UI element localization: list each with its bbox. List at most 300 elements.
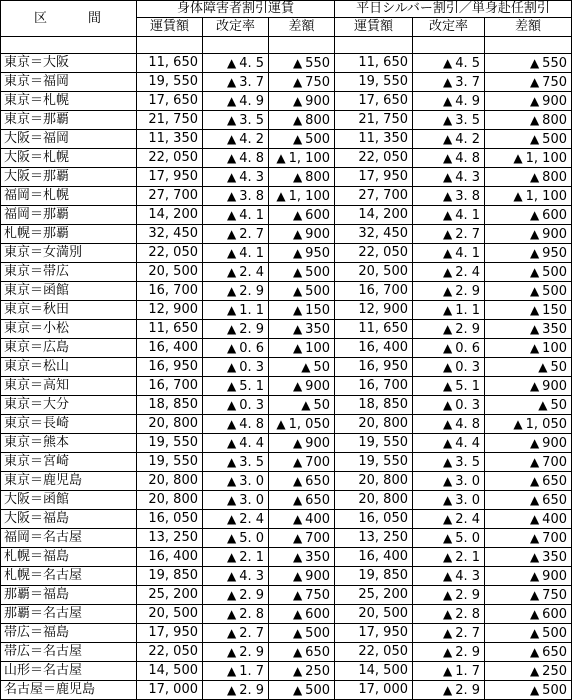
- rate-value: 3. 0: [239, 492, 264, 508]
- diff-cell: [485, 206, 572, 225]
- diff-cell: [485, 415, 572, 434]
- decrease-triangle-icon: ▲: [226, 207, 237, 222]
- diff-cell: [485, 282, 572, 301]
- rate-cell: [413, 92, 485, 111]
- decrease-triangle-icon: ▲: [226, 226, 237, 241]
- decrease-triangle-icon: ▲: [292, 226, 303, 241]
- route-cell: 東京＝小松: [1, 320, 137, 339]
- rate-value: 4. 5: [239, 55, 264, 71]
- diff-value: 50: [313, 397, 330, 413]
- rate-value: 3. 5: [239, 454, 264, 470]
- route-cell: 東京＝大分: [1, 396, 137, 415]
- rate-value: 4. 5: [455, 55, 480, 71]
- rate-cell: [203, 73, 269, 92]
- rate-cell: [413, 396, 485, 415]
- diff-cell: [485, 681, 572, 700]
- diff-cell: [269, 681, 335, 700]
- decrease-triangle-icon: ▲: [442, 131, 453, 146]
- decrease-triangle-icon: ▲: [529, 131, 540, 146]
- table-row: [1, 510, 572, 529]
- diff-value: 650: [542, 473, 567, 489]
- decrease-triangle-icon: ▲: [529, 682, 540, 697]
- rate-value: 0. 6: [455, 340, 480, 356]
- decrease-triangle-icon: ▲: [529, 511, 540, 526]
- rate-value: 2. 4: [455, 511, 480, 527]
- fare-cell: 17, 950: [335, 168, 413, 187]
- decrease-triangle-icon: ▲: [442, 568, 453, 583]
- rate-cell: [203, 434, 269, 453]
- fare-column-header: 運賃額: [335, 18, 413, 37]
- diff-cell: [485, 263, 572, 282]
- rate-cell: [203, 586, 269, 605]
- route-cell: 東京＝松山: [1, 358, 137, 377]
- table-row: [1, 339, 572, 358]
- diff-value: 100: [542, 340, 567, 356]
- diff-value: 50: [313, 359, 330, 375]
- route-cell: 東京＝広島: [1, 339, 137, 358]
- rate-value: 2. 9: [239, 321, 264, 337]
- table-row: [1, 301, 572, 320]
- diff-value: 900: [305, 568, 330, 584]
- diff-value: 500: [305, 131, 330, 147]
- decrease-triangle-icon: ▲: [442, 644, 453, 659]
- decrease-triangle-icon: ▲: [529, 473, 540, 488]
- rate-cell: [203, 643, 269, 662]
- rate-value: 4. 9: [455, 93, 480, 109]
- diff-value: 350: [542, 549, 567, 565]
- decrease-triangle-icon: ▲: [292, 378, 303, 393]
- rate-cell: [413, 434, 485, 453]
- fare-cell: 20, 500: [335, 263, 413, 282]
- rate-cell: [203, 491, 269, 510]
- diff-value: 900: [305, 435, 330, 451]
- diff-cell: [269, 263, 335, 282]
- rate-cell: [413, 244, 485, 263]
- diff-cell: [485, 130, 572, 149]
- rate-value: 2. 4: [455, 264, 480, 280]
- decrease-triangle-icon: ▲: [529, 302, 540, 317]
- rate-cell: [413, 130, 485, 149]
- diff-value: 900: [542, 435, 567, 451]
- rate-value: 2. 9: [239, 283, 264, 299]
- rate-cell: [413, 510, 485, 529]
- decrease-triangle-icon: ▲: [276, 150, 286, 165]
- fare-cell: 22, 050: [137, 149, 203, 168]
- rate-cell: [413, 605, 485, 624]
- rate-value: 2. 9: [455, 644, 480, 660]
- diff-value: 700: [305, 530, 330, 546]
- table-row: [1, 187, 572, 206]
- rate-cell: [413, 168, 485, 187]
- diff-value: 650: [305, 473, 330, 489]
- diff-value: 600: [305, 606, 330, 622]
- rate-cell: [203, 548, 269, 567]
- fare-cell: 16, 950: [335, 358, 413, 377]
- diff-value: 650: [305, 644, 330, 660]
- decrease-triangle-icon: ▲: [442, 606, 453, 621]
- fare-cell: 16, 400: [137, 339, 203, 358]
- rate-value: 1. 7: [239, 663, 264, 679]
- rate-value: 5. 1: [239, 378, 264, 394]
- diff-cell: [269, 358, 335, 377]
- rate-column-header: 改定率: [203, 18, 269, 37]
- decrease-triangle-icon: ▲: [226, 93, 237, 108]
- rate-value: 2. 4: [239, 264, 264, 280]
- fare-cell: 20, 800: [335, 472, 413, 491]
- rate-cell: [413, 491, 485, 510]
- rate-cell: [203, 263, 269, 282]
- table-row: [1, 605, 572, 624]
- rate-value: 0. 6: [239, 340, 264, 356]
- decrease-triangle-icon: ▲: [292, 606, 303, 621]
- rate-cell: [413, 320, 485, 339]
- fare-cell: 19, 550: [335, 434, 413, 453]
- decrease-triangle-icon: ▲: [226, 55, 237, 70]
- decrease-triangle-icon: ▲: [292, 549, 303, 564]
- decrease-triangle-icon: ▲: [442, 359, 453, 374]
- diff-cell: [269, 510, 335, 529]
- decrease-triangle-icon: ▲: [538, 397, 548, 412]
- rate-cell: [413, 54, 485, 73]
- diff-cell: [269, 187, 335, 206]
- rate-cell: [203, 206, 269, 225]
- diff-cell: [485, 358, 572, 377]
- diff-cell: [269, 377, 335, 396]
- diff-value: 750: [542, 74, 567, 90]
- decrease-triangle-icon: ▲: [226, 663, 237, 678]
- decrease-triangle-icon: ▲: [538, 359, 548, 374]
- decrease-triangle-icon: ▲: [292, 587, 303, 602]
- rate-cell: [203, 111, 269, 130]
- diff-value: 150: [542, 302, 567, 318]
- decrease-triangle-icon: ▲: [226, 150, 237, 165]
- table-row: [1, 529, 572, 548]
- diff-value: 900: [305, 226, 330, 242]
- rate-cell: [203, 681, 269, 700]
- rate-cell: [203, 415, 269, 434]
- table-row: [1, 206, 572, 225]
- rate-value: 2. 9: [239, 587, 264, 603]
- route-cell: 東京＝函館: [1, 282, 137, 301]
- decrease-triangle-icon: ▲: [442, 283, 453, 298]
- diff-value: 600: [305, 207, 330, 223]
- decrease-triangle-icon: ▲: [292, 207, 303, 222]
- decrease-triangle-icon: ▲: [292, 245, 303, 260]
- fare-cell: 19, 550: [335, 453, 413, 472]
- decrease-triangle-icon: ▲: [529, 55, 540, 70]
- decrease-triangle-icon: ▲: [513, 416, 523, 431]
- decrease-triangle-icon: ▲: [292, 625, 303, 640]
- decrease-triangle-icon: ▲: [529, 112, 540, 127]
- decrease-triangle-icon: ▲: [529, 207, 540, 222]
- fare-cell: 19, 550: [137, 73, 203, 92]
- diff-cell: [269, 567, 335, 586]
- decrease-triangle-icon: ▲: [226, 587, 237, 602]
- fare-cell: 13, 250: [335, 529, 413, 548]
- decrease-triangle-icon: ▲: [292, 169, 303, 184]
- decrease-triangle-icon: ▲: [301, 359, 311, 374]
- fare-cell: 20, 800: [335, 491, 413, 510]
- decrease-triangle-icon: ▲: [292, 302, 303, 317]
- decrease-triangle-icon: ▲: [442, 93, 453, 108]
- rate-value: 4. 3: [239, 169, 264, 185]
- decrease-triangle-icon: ▲: [226, 606, 237, 621]
- rate-cell: [203, 301, 269, 320]
- diff-cell: [269, 415, 335, 434]
- route-cell: 那覇＝福島: [1, 586, 137, 605]
- rate-value: 2. 7: [239, 226, 264, 242]
- diff-cell: [485, 605, 572, 624]
- diff-cell: [485, 54, 572, 73]
- decrease-triangle-icon: ▲: [226, 283, 237, 298]
- rate-value: 3. 5: [455, 454, 480, 470]
- route-cell: 東京＝鹿児島: [1, 472, 137, 491]
- rate-value: 4. 1: [455, 207, 480, 223]
- decrease-triangle-icon: ▲: [292, 112, 303, 127]
- fare-cell: 11, 650: [335, 54, 413, 73]
- diff-cell: [269, 282, 335, 301]
- decrease-triangle-icon: ▲: [529, 492, 540, 507]
- diff-value: 750: [305, 587, 330, 603]
- rate-value: 2. 7: [239, 625, 264, 641]
- decrease-triangle-icon: ▲: [442, 663, 453, 678]
- rate-column-header: 改定率: [413, 18, 485, 37]
- diff-value: 1, 050: [525, 416, 567, 432]
- diff-cell: [485, 510, 572, 529]
- diff-value: 950: [542, 245, 567, 261]
- diff-value: 700: [542, 454, 567, 470]
- diff-value: 700: [542, 530, 567, 546]
- rate-cell: [413, 586, 485, 605]
- diff-value: 800: [305, 112, 330, 128]
- rate-cell: [203, 244, 269, 263]
- rate-value: 4. 1: [455, 245, 480, 261]
- route-cell: 札幌＝福島: [1, 548, 137, 567]
- table-row: [1, 586, 572, 605]
- decrease-triangle-icon: ▲: [442, 302, 453, 317]
- fare-cell: 22, 050: [335, 643, 413, 662]
- diff-cell: [485, 187, 572, 206]
- route-cell: 札幌＝那覇: [1, 225, 137, 244]
- rate-value: 2. 9: [239, 682, 264, 698]
- decrease-triangle-icon: ▲: [442, 549, 453, 564]
- rate-value: 3. 5: [239, 112, 264, 128]
- fare-cell: 16, 400: [335, 339, 413, 358]
- rate-cell: [203, 529, 269, 548]
- route-cell: 東京＝帯広: [1, 263, 137, 282]
- decrease-triangle-icon: ▲: [529, 644, 540, 659]
- fare-cell: 18, 850: [335, 396, 413, 415]
- rate-cell: [203, 567, 269, 586]
- rate-value: 4. 4: [455, 435, 480, 451]
- decrease-triangle-icon: ▲: [292, 511, 303, 526]
- diff-value: 600: [542, 207, 567, 223]
- fare-cell: 20, 800: [137, 491, 203, 510]
- diff-cell: [485, 529, 572, 548]
- decrease-triangle-icon: ▲: [292, 454, 303, 469]
- rate-value: 3. 8: [455, 188, 480, 204]
- fare-cell: 16, 050: [335, 510, 413, 529]
- rate-cell: [413, 567, 485, 586]
- route-cell: 東京＝秋田: [1, 301, 137, 320]
- diff-cell: [269, 491, 335, 510]
- diff-cell: [269, 624, 335, 643]
- decrease-triangle-icon: ▲: [442, 112, 453, 127]
- decrease-triangle-icon: ▲: [226, 492, 237, 507]
- fare-cell: 20, 500: [137, 263, 203, 282]
- table-header: [1, 1, 572, 37]
- decrease-triangle-icon: ▲: [529, 549, 540, 564]
- fare-cell: 11, 350: [137, 130, 203, 149]
- rate-value: 1. 1: [455, 302, 480, 318]
- rate-value: 2. 9: [239, 644, 264, 660]
- diff-value: 500: [542, 131, 567, 147]
- fare-cell: 17, 650: [137, 92, 203, 111]
- diff-value: 50: [550, 397, 567, 413]
- route-cell: 東京＝宮崎: [1, 453, 137, 472]
- table-row: [1, 263, 572, 282]
- decrease-triangle-icon: ▲: [292, 663, 303, 678]
- rate-value: 2. 7: [455, 625, 480, 641]
- fare-cell: 22, 050: [137, 244, 203, 263]
- table-row: [1, 358, 572, 377]
- rate-value: 4. 3: [455, 169, 480, 185]
- diff-value: 150: [305, 302, 330, 318]
- decrease-triangle-icon: ▲: [442, 74, 453, 89]
- decrease-triangle-icon: ▲: [442, 378, 453, 393]
- route-cell: 東京＝高知: [1, 377, 137, 396]
- rate-cell: [203, 453, 269, 472]
- diff-cell: [269, 149, 335, 168]
- diff-value: 900: [542, 226, 567, 242]
- diff-cell: [485, 244, 572, 263]
- route-cell: 東京＝札幌: [1, 92, 137, 111]
- decrease-triangle-icon: ▲: [529, 454, 540, 469]
- diff-value: 550: [305, 55, 330, 71]
- route-cell: 東京＝大阪: [1, 54, 137, 73]
- rate-value: 5. 0: [239, 530, 264, 546]
- diff-cell: [485, 149, 572, 168]
- diff-value: 600: [542, 606, 567, 622]
- decrease-triangle-icon: ▲: [226, 644, 237, 659]
- rate-value: 3. 5: [455, 112, 480, 128]
- decrease-triangle-icon: ▲: [513, 150, 523, 165]
- disability-discount-header: 身体障害者割引運賃: [137, 1, 335, 18]
- fare-cell: 17, 950: [137, 624, 203, 643]
- table-row: [1, 92, 572, 111]
- rate-value: 4. 3: [239, 568, 264, 584]
- decrease-triangle-icon: ▲: [442, 625, 453, 640]
- table-row: [1, 320, 572, 339]
- rate-value: 2. 9: [455, 682, 480, 698]
- fare-cell: 19, 850: [137, 567, 203, 586]
- diff-cell: [269, 605, 335, 624]
- fare-cell: 19, 550: [137, 453, 203, 472]
- table-row: [1, 453, 572, 472]
- fare-cell: 11, 350: [335, 130, 413, 149]
- fare-cell: 16, 700: [137, 282, 203, 301]
- rate-value: 2. 7: [455, 226, 480, 242]
- rate-value: 2. 8: [239, 606, 264, 622]
- diff-cell: [269, 339, 335, 358]
- rate-cell: [203, 377, 269, 396]
- diff-value: 900: [305, 378, 330, 394]
- decrease-triangle-icon: ▲: [226, 340, 237, 355]
- rate-cell: [413, 548, 485, 567]
- diff-value: 500: [542, 625, 567, 641]
- fare-cell: 21, 750: [137, 111, 203, 130]
- fare-cell: 16, 400: [137, 548, 203, 567]
- rate-cell: [413, 377, 485, 396]
- rate-cell: [203, 130, 269, 149]
- fare-cell: 20, 800: [335, 415, 413, 434]
- rate-value: 4. 3: [455, 568, 480, 584]
- diff-value: 750: [542, 587, 567, 603]
- rate-value: 5. 0: [455, 530, 480, 546]
- decrease-triangle-icon: ▲: [226, 549, 237, 564]
- rate-value: 2. 1: [455, 549, 480, 565]
- silver-single-discount-header: 平日シルバー割引／単身赴任割引: [335, 1, 572, 18]
- route-cell: 東京＝女満別: [1, 244, 137, 263]
- diff-cell: [269, 225, 335, 244]
- diff-value: 550: [542, 55, 567, 71]
- rate-cell: [413, 263, 485, 282]
- diff-cell: [269, 320, 335, 339]
- diff-cell: [269, 472, 335, 491]
- rate-value: 1. 7: [455, 663, 480, 679]
- decrease-triangle-icon: ▲: [529, 264, 540, 279]
- diff-cell: [269, 206, 335, 225]
- table-row: [1, 472, 572, 491]
- diff-cell: [485, 491, 572, 510]
- table-row: [1, 434, 572, 453]
- decrease-triangle-icon: ▲: [226, 321, 237, 336]
- fare-cell: 17, 950: [137, 168, 203, 187]
- rate-value: 0. 3: [239, 397, 264, 413]
- diff-value: 800: [542, 112, 567, 128]
- diff-value: 100: [305, 340, 330, 356]
- decrease-triangle-icon: ▲: [292, 283, 303, 298]
- decrease-triangle-icon: ▲: [513, 188, 523, 203]
- diff-value: 900: [542, 568, 567, 584]
- diff-value: 700: [305, 454, 330, 470]
- diff-cell: [269, 54, 335, 73]
- fare-cell: 20, 800: [137, 415, 203, 434]
- decrease-triangle-icon: ▲: [442, 682, 453, 697]
- diff-cell: [269, 301, 335, 320]
- decrease-triangle-icon: ▲: [442, 416, 453, 431]
- rate-value: 1. 1: [239, 302, 264, 318]
- route-cell: 大阪＝函館: [1, 491, 137, 510]
- diff-value: 250: [542, 663, 567, 679]
- route-cell: 大阪＝福岡: [1, 130, 137, 149]
- rate-value: 3. 0: [455, 473, 480, 489]
- fare-cell: 19, 850: [335, 567, 413, 586]
- decrease-triangle-icon: ▲: [529, 169, 540, 184]
- fare-cell: 17, 000: [335, 681, 413, 700]
- rate-value: 5. 1: [455, 378, 480, 394]
- fare-cell: 14, 500: [137, 662, 203, 681]
- decrease-triangle-icon: ▲: [529, 606, 540, 621]
- route-cell: 福岡＝札幌: [1, 187, 137, 206]
- diff-value: 650: [542, 644, 567, 660]
- fare-cell: 14, 500: [335, 662, 413, 681]
- rate-cell: [413, 358, 485, 377]
- fare-cell: 22, 050: [137, 643, 203, 662]
- diff-cell: [485, 301, 572, 320]
- rate-value: 2. 1: [239, 549, 264, 565]
- rate-cell: [413, 111, 485, 130]
